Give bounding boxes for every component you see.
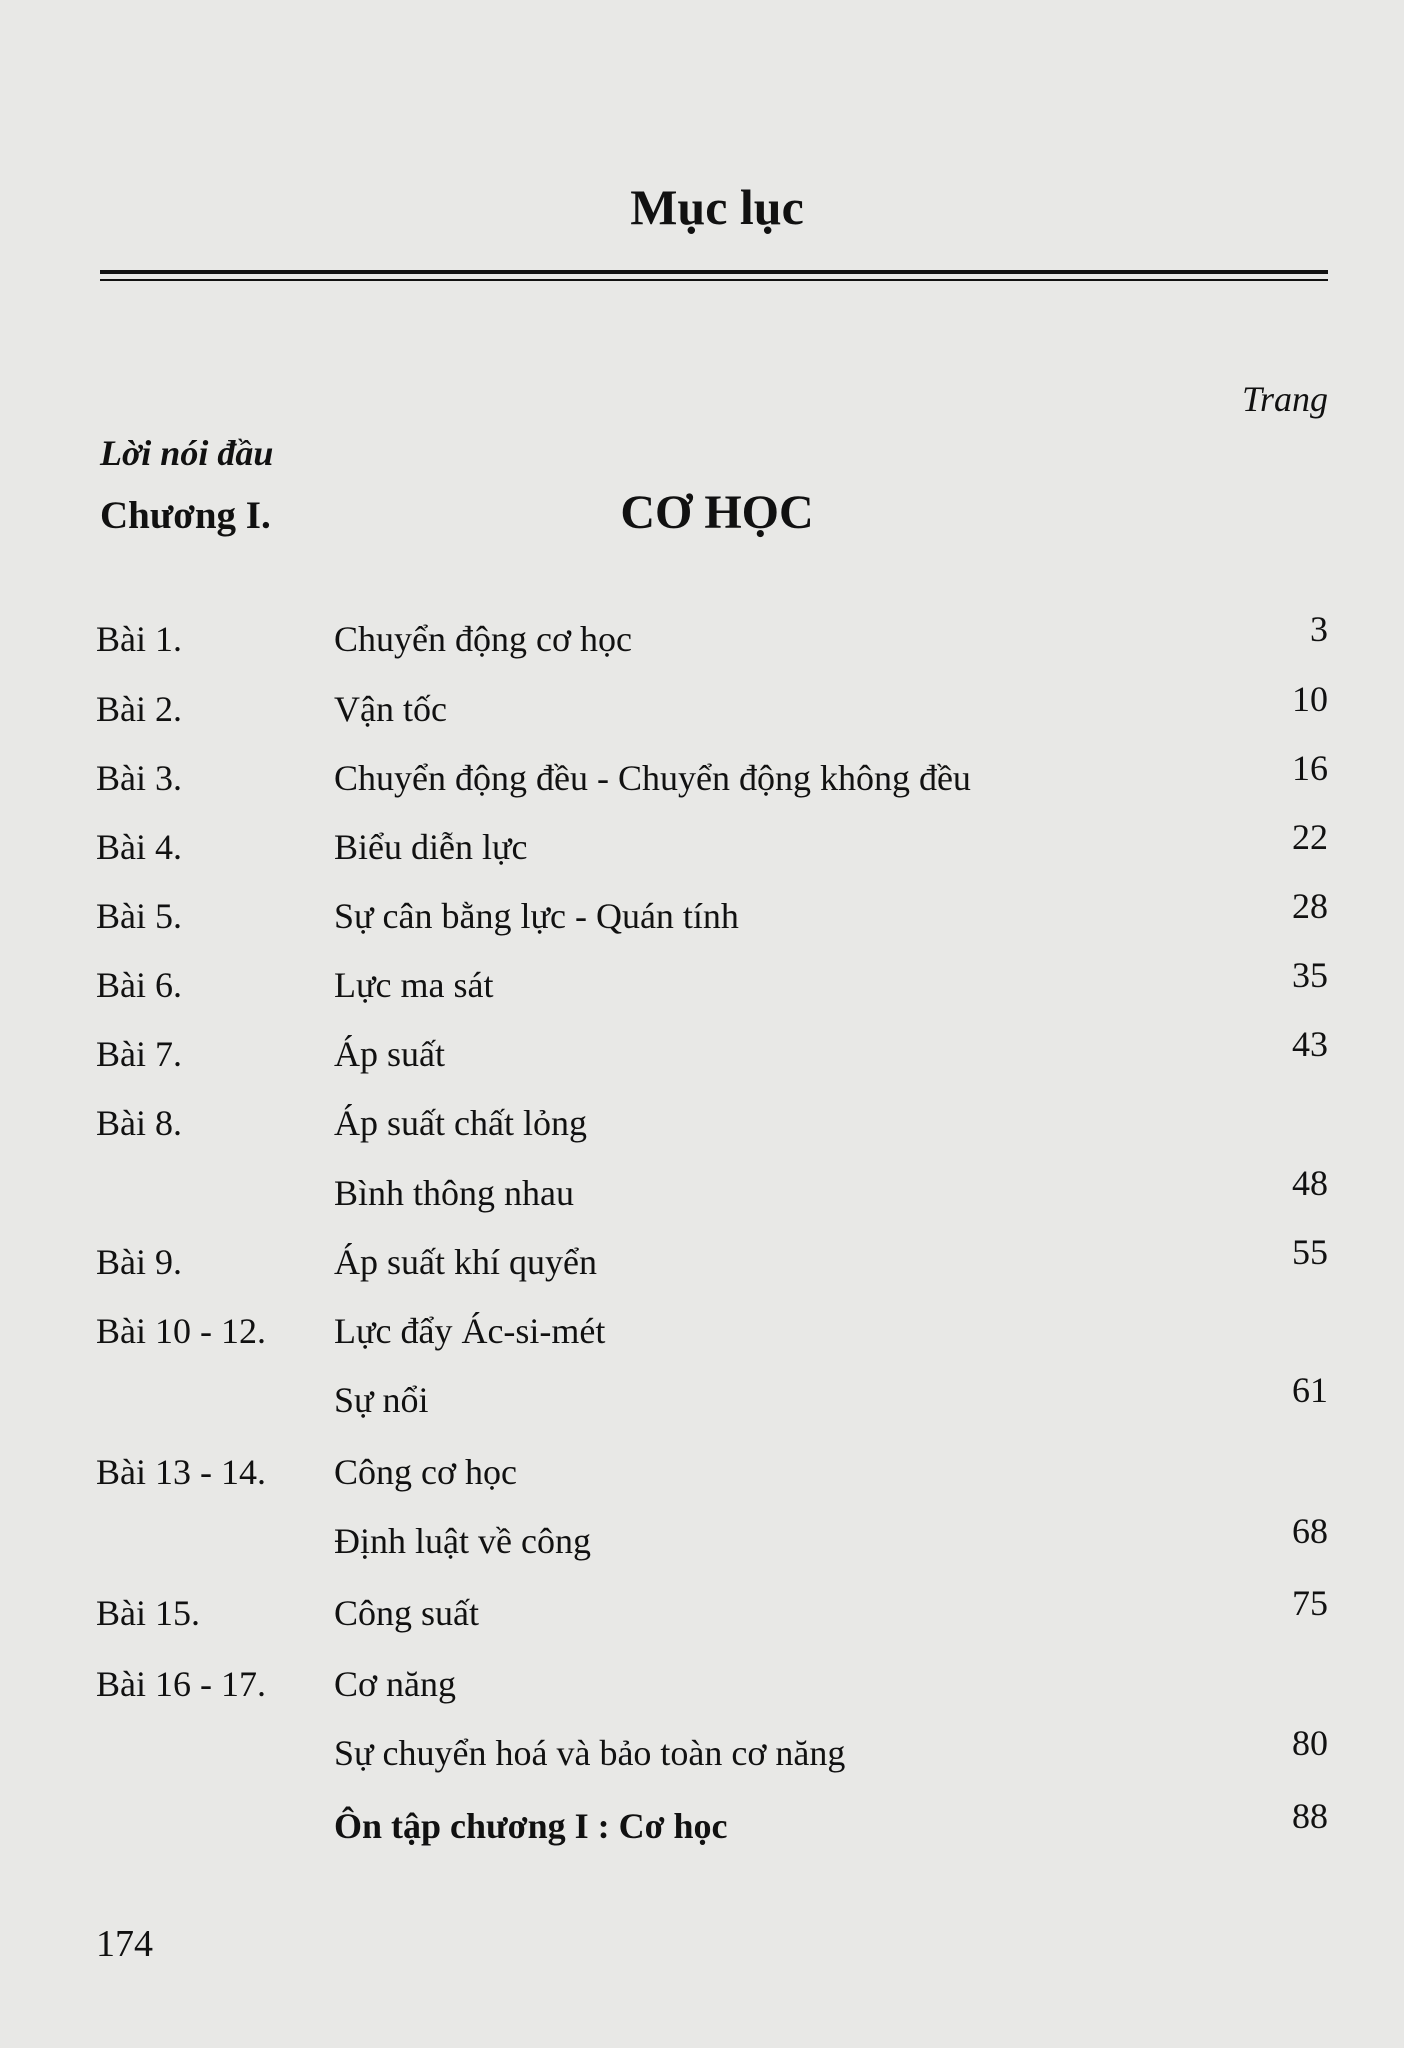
toc-row	[0, 955, 1404, 1014]
toc-lesson: Bài 7.	[96, 1034, 182, 1074]
toc-page-number: 75	[1292, 1583, 1328, 1623]
toc-lesson: Bài 9.	[96, 1242, 182, 1282]
toc-topic: Định luật về công	[334, 1521, 591, 1561]
toc-topic: Sự nổi	[334, 1380, 429, 1420]
toc-lesson: Bài 1.	[96, 619, 182, 659]
toc-lesson: Bài 15.	[96, 1593, 200, 1633]
toc-topic: Áp suất	[334, 1034, 445, 1074]
preface-entry: Lời nói đầu	[100, 433, 274, 473]
toc-row	[0, 1024, 1404, 1083]
toc-lesson: Bài 16 - 17.	[96, 1664, 266, 1704]
toc-page-number: 61	[1292, 1370, 1328, 1410]
toc-row	[0, 886, 1404, 945]
toc-topic: Sự cân bằng lực - Quán tính	[334, 896, 739, 936]
toc-row	[0, 1511, 1404, 1570]
toc-page-number: 80	[1292, 1723, 1328, 1763]
chapter-title: CƠ HỌC	[620, 486, 814, 539]
toc-topic: Biểu diễn lực	[334, 827, 528, 867]
toc-page-number: 43	[1292, 1024, 1328, 1064]
toc-row	[0, 1451, 1404, 1501]
toc-row	[0, 609, 1404, 668]
toc-page-number: 10	[1292, 679, 1328, 719]
toc-topic: Sự chuyển hoá và bảo toàn cơ năng	[334, 1733, 846, 1773]
toc-page-number: 16	[1292, 748, 1328, 788]
toc-lesson: Bài 8.	[96, 1103, 182, 1143]
toc-lesson: Bài 10 - 12.	[96, 1311, 266, 1351]
toc-page-number: 88	[1292, 1796, 1328, 1836]
toc-page-number: 35	[1292, 955, 1328, 995]
toc-page-number: 22	[1292, 817, 1328, 857]
chapter-label: Chương I.	[100, 494, 271, 537]
page-title: Mục lục	[630, 179, 804, 235]
toc-row	[0, 1370, 1404, 1429]
toc-row	[0, 679, 1404, 738]
toc-row	[0, 1163, 1404, 1222]
toc-topic: Chuyển động đều - Chuyển động không đều	[334, 758, 971, 798]
toc-topic: Chuyển động cơ học	[334, 619, 632, 659]
page-column-label: Trang	[1241, 379, 1328, 419]
toc-page-number: 28	[1292, 886, 1328, 926]
toc-topic: Lực đẩy Ác-si-mét	[334, 1311, 606, 1351]
toc-lesson: Bài 13 - 14.	[96, 1452, 266, 1492]
toc-lesson: Bài 6.	[96, 965, 182, 1005]
toc-topic: Công suất	[334, 1593, 480, 1633]
toc-page-number: 3	[1310, 609, 1328, 649]
toc-topic: Áp suất khí quyển	[334, 1242, 597, 1282]
toc-lesson: Bài 2.	[96, 689, 182, 729]
toc-lesson: Bài 4.	[96, 827, 182, 867]
toc-page-number: 48	[1292, 1163, 1328, 1203]
toc-topic: Cơ năng	[334, 1664, 457, 1704]
toc-row	[0, 817, 1404, 876]
toc-topic: Công cơ học	[334, 1452, 518, 1492]
toc-row	[0, 1796, 1404, 1855]
toc-topic: Vận tốc	[334, 689, 447, 729]
toc-row	[0, 1583, 1404, 1642]
toc-topic: Bình thông nhau	[334, 1173, 574, 1213]
page-number: 174	[96, 1923, 153, 1965]
toc-row	[0, 1102, 1404, 1152]
toc-row	[0, 1232, 1404, 1291]
toc-page-number: 68	[1292, 1511, 1328, 1551]
toc-row	[0, 1310, 1404, 1360]
toc-lesson: Bài 3.	[96, 758, 182, 798]
toc-row	[0, 748, 1404, 807]
toc-topic: Áp suất chất lỏng	[334, 1103, 587, 1143]
toc-row	[0, 1723, 1404, 1782]
toc-topic: Ôn tập chương I : Cơ học	[334, 1806, 728, 1846]
toc-row	[0, 1663, 1404, 1713]
toc-lesson: Bài 5.	[96, 896, 182, 936]
toc-page-number: 55	[1292, 1232, 1328, 1272]
toc-topic: Lực ma sát	[334, 965, 494, 1005]
